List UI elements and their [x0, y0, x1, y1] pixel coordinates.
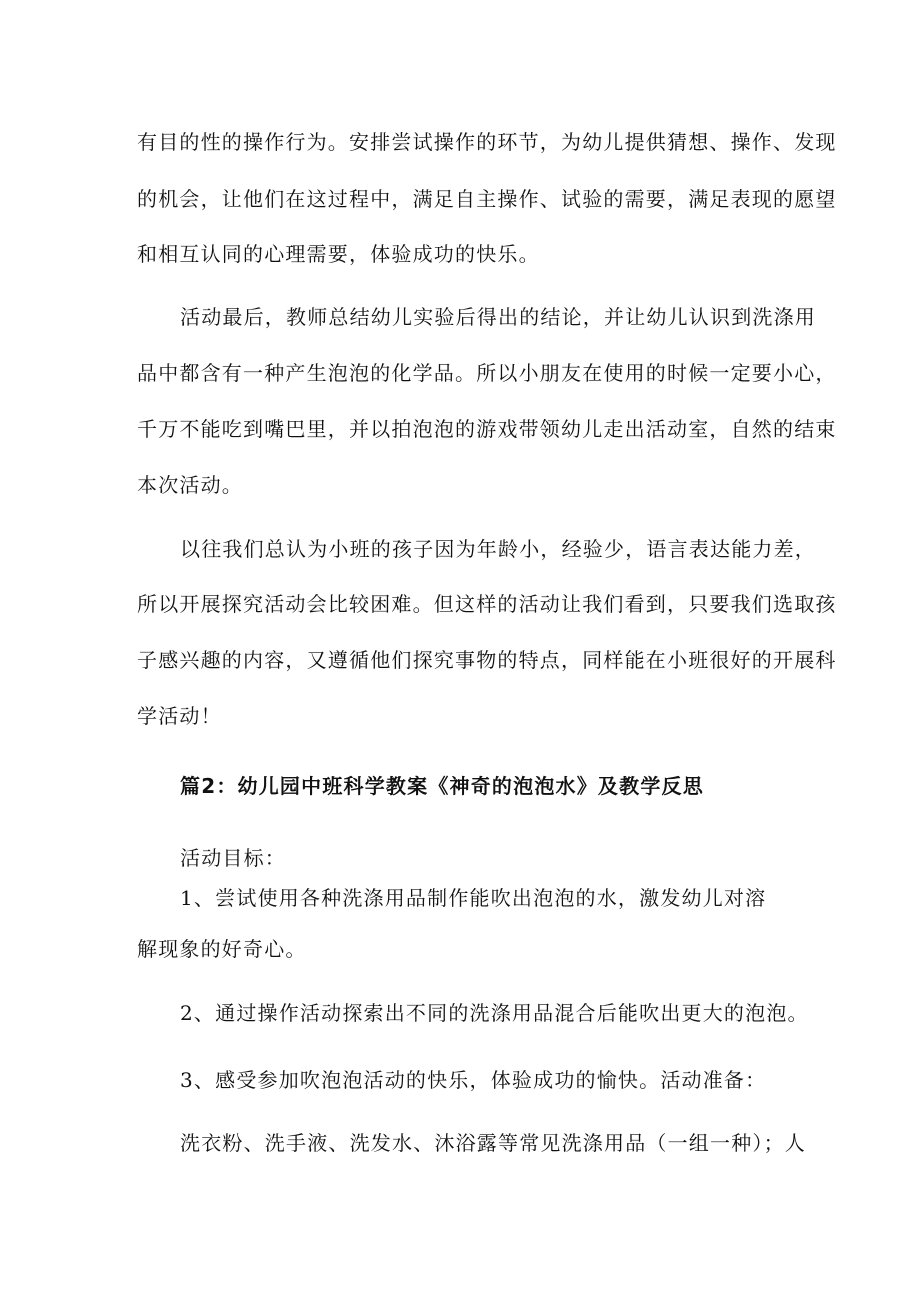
- goals-label: 活动目标：: [180, 846, 286, 870]
- goal-1-line-2: 解现象的好奇心。: [137, 937, 307, 961]
- paragraph-1-line-1: 有目的性的操作行为。安排尝试操作的环节，为幼儿提供猜想、操作、发现: [137, 130, 837, 154]
- paragraph-2-line-4: 本次活动。: [137, 473, 243, 497]
- paragraph-2-line-1: 活动最后，教师总结幼儿实验后得出的结论，并让幼儿认识到洗涤用: [180, 305, 816, 329]
- section-title: 篇2：幼儿园中班科学教案《神奇的泡泡水》及教学反思: [180, 774, 704, 798]
- goal-1-line-1: 1、尝试使用各种洗涤用品制作能吹出泡泡的水，激发幼儿对溶: [180, 886, 767, 910]
- preparation-line: 洗衣粉、洗手液、洗发水、沐浴露等常见洗涤用品（一组一种）；人: [180, 1131, 806, 1155]
- paragraph-1-line-2: 的机会，让他们在这过程中，满足自主操作、试验的需要，满足表现的愿望: [137, 187, 837, 211]
- paragraph-3-line-2: 所以开展探究活动会比较困难。但这样的活动让我们看到，只要我们选取孩: [137, 592, 837, 616]
- paragraph-2-line-2: 品中都含有一种产生泡泡的化学品。所以小朋友在使用的时候一定要小心，: [137, 361, 837, 385]
- goal-3: 3、感受参加吹泡泡活动的快乐，体验成功的愉快。活动准备：: [180, 1068, 767, 1092]
- paragraph-1-line-3: 和相互认同的心理需要，体验成功的快乐。: [137, 242, 540, 266]
- paragraph-3-line-3: 子感兴趣的内容，又遵循他们探究事物的特点，同样能在小班很好的开展科: [137, 648, 837, 672]
- paragraph-2-line-3: 千万不能吃到嘴巴里，并以拍泡泡的游戏带领幼儿走出活动室，自然的结束: [137, 417, 837, 441]
- paragraph-3-line-4: 学活动！: [137, 704, 222, 728]
- paragraph-3-line-1: 以往我们总认为小班的孩子因为年龄小，经验少，语言表达能力差，: [180, 537, 816, 561]
- goal-2: 2、通过操作活动探索出不同的洗涤用品混合后能吹出更大的泡泡。: [180, 1001, 809, 1025]
